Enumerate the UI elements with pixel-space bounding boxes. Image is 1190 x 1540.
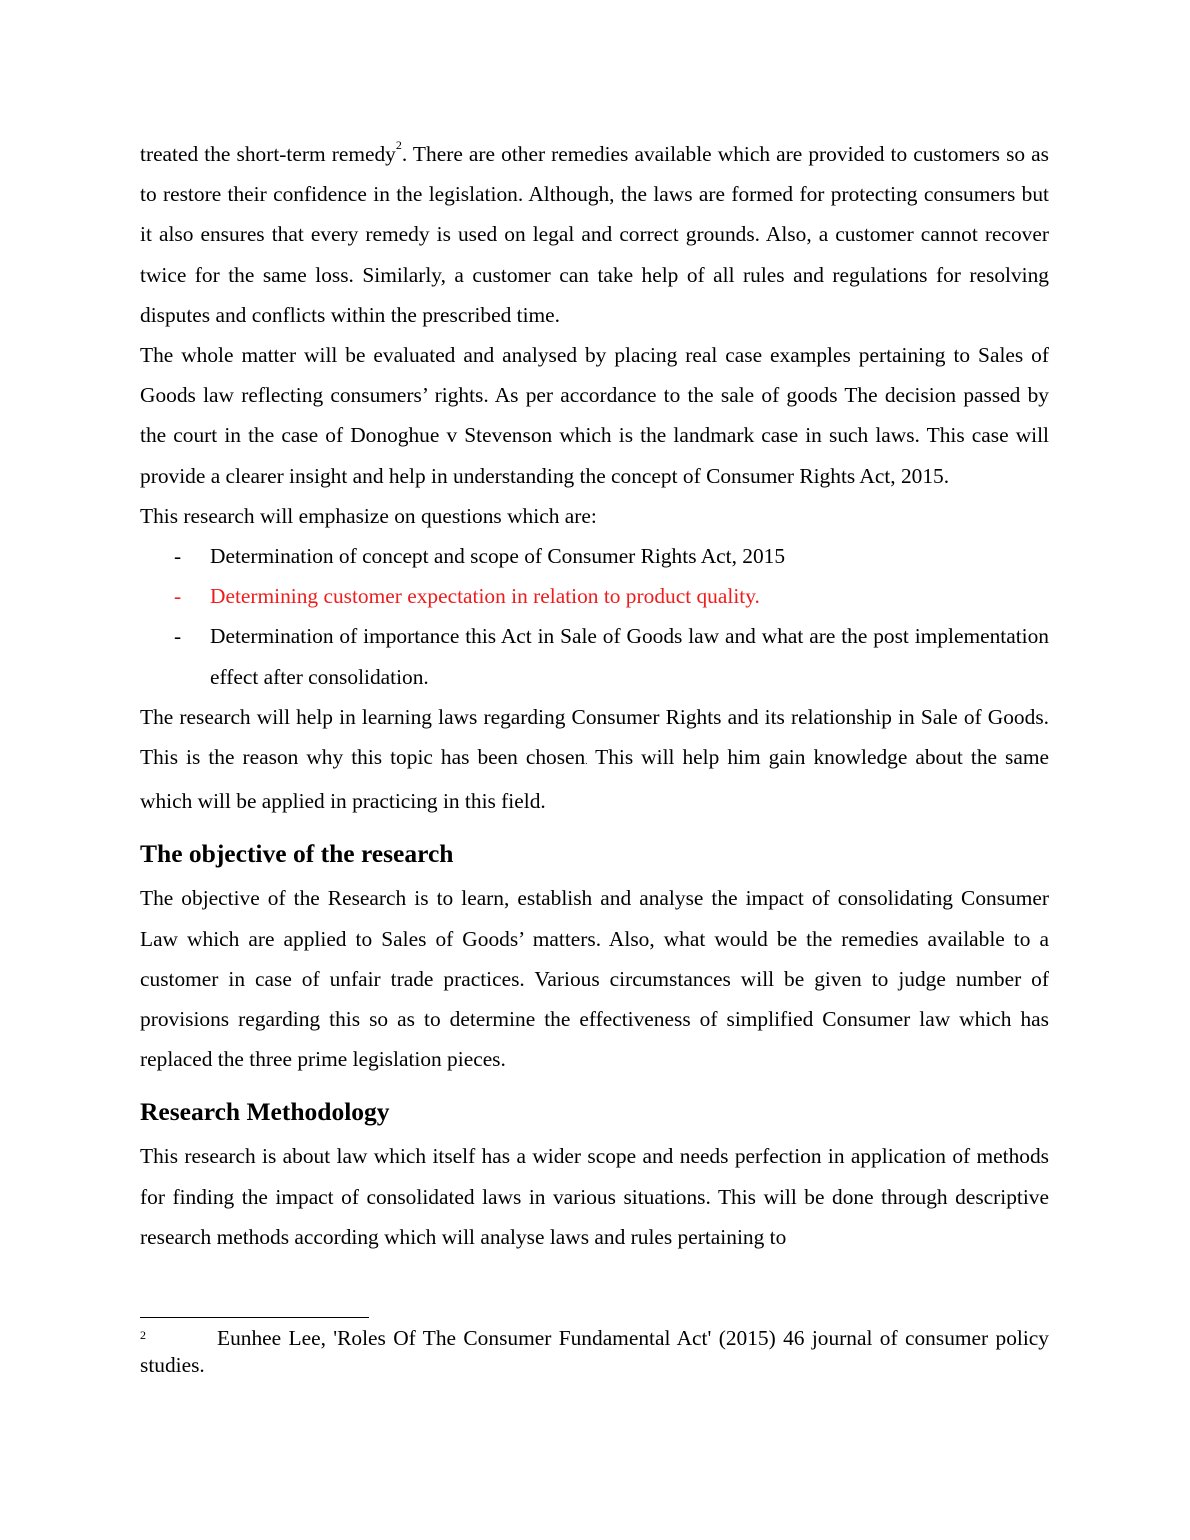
rationale-rest: This will help him gain knowledge about the same which will be applied in practicing in this field. [140, 745, 1049, 814]
paragraph-objective: The objective of the Research is to learn, establish and analyse the impact of consolidating Consumer Law which are applied to Sales of Goods’ matters. Also, what would be the remedies available to a customer in case of unfair trade practices. Various circumstances will be given to judge number of provisions regarding this so as to determine the effectiveness of simplified Consumer law which has replaced the three prime legislation pieces. [140, 886, 1049, 1072]
paragraph-questions-intro: This research will emphasize on questions which are: [140, 503, 597, 528]
paragraph-topic-rationale [140, 697, 1049, 822]
paragraph-remedies [140, 134, 1049, 335]
footnote-number: 2 [140, 1328, 146, 1342]
list-item-text: Determination of concept and scope of Consumer Rights Act, 2015 [210, 544, 786, 569]
list-item-highlighted [140, 576, 1049, 616]
footnote-text: Eunhee Lee, 'Roles Of The Consumer Fundamental Act' (2015) 46 journal of consumer policy studies. [140, 1326, 1049, 1377]
list-bullet: - [174, 544, 182, 569]
footnote-reference[interactable]: 2 [395, 138, 402, 152]
footnote [140, 1325, 1049, 1378]
list-item-text: Determination of importance this Act in Sale of Goods law and what are the post implementation effect after consolidation. [210, 624, 1049, 689]
research-questions-list [140, 536, 1049, 697]
paragraph-case-examples: The whole matter will be evaluated and analysed by placing real case examples pertaining to Sales of Goods law reflecting consumers’ rights. As per accordance to the sale of goods The decision passed by the court in the case of Donoghue v Stevenson which is the landmark case in such laws. This case will provide a clearer insight and help in understanding the concept of Consumer Rights Act, 2015. [140, 343, 1049, 488]
list-item [140, 536, 1049, 576]
paragraph-methodology: This research is about law which itself has a wider scope and needs perfection in application of methods for finding the impact of consolidated laws in various situations. This will be done through descriptive research methods according which will analyse laws and rules pertaining to [140, 1144, 1049, 1249]
paragraph-remedies-rest: . There are other remedies available which are provided to customers so as to restore their confidence in the legislation. Although, the laws are formed for protecting consumers but it also ensures that every remedy is used on legal and correct grounds. Also, a customer cannot recover twice for the same loss. Similarly, a customer can take help of all rules and regulations for resolving disputes and conflicts within the prescribed time. [140, 142, 1050, 327]
document-body [140, 134, 1049, 1257]
paragraph-remedies-start: treated the short-term remedy [140, 142, 396, 166]
list-item [140, 616, 1049, 696]
heading-methodology: Research Methodology [140, 1097, 390, 1127]
heading-objective: The objective of the research [140, 839, 454, 869]
rationale-start: The research will help in learning laws regarding Consumer Rights and its relationship in Sale of Goods. This is the reason why this topic has been chosen [140, 704, 1049, 770]
small-mark: . [585, 756, 588, 767]
list-item-text: Determining customer expectation in relation to product quality. [210, 584, 760, 609]
footnote-separator [140, 1317, 369, 1318]
list-bullet: - [174, 584, 182, 609]
list-bullet: - [174, 624, 182, 649]
